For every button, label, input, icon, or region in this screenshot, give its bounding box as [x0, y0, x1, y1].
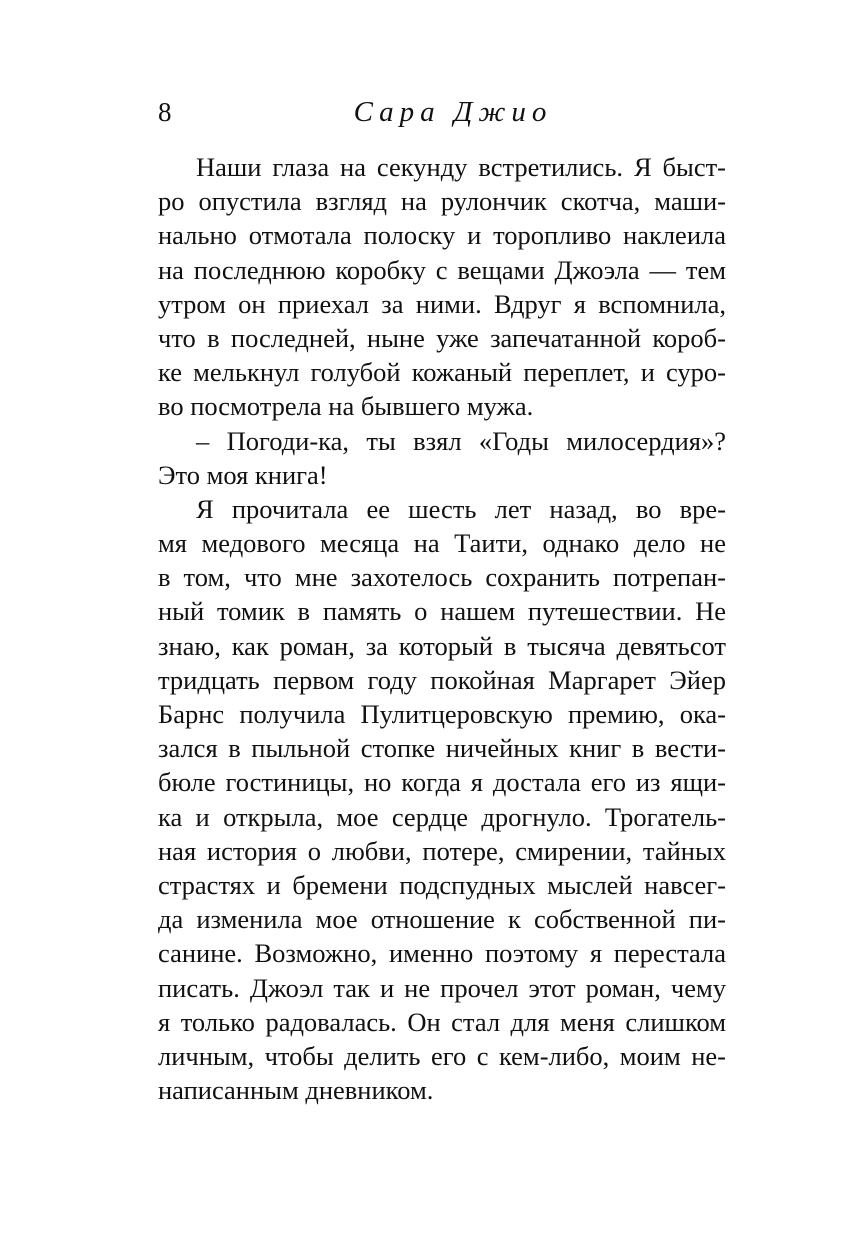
text-line: Я прочитала ее шесть лет назад, во вре-	[196, 493, 726, 524]
text-line: написанным дневником.	[158, 1075, 434, 1106]
text-line: утром он приехал за ними. Вдруг я вспомнила,	[158, 288, 726, 319]
text-line: ро опустила взгляд на рулончик скотча, маши-	[158, 186, 726, 217]
body-text	[158, 150, 726, 1107]
text-line: Наши глаза на секунду встретились. Я быст-	[196, 152, 726, 182]
text-line: страстях и бремени подспудных мыслей навсег-	[158, 869, 726, 900]
text-line: писать. Джоэл так и не прочел этот роман, чему	[158, 972, 726, 1003]
text-line: ке мелькнул голубой кожаный переплет, и суро-	[158, 357, 726, 388]
text-line: Барнс получила Пулитцеровскую премию, ока-	[158, 699, 726, 729]
text-line: я только радовалась. Он стал для меня слишком	[158, 1006, 726, 1037]
text-line: – Погоди-ка, ты взял «Годы милосердия»?	[196, 425, 726, 456]
text-line: знаю, как роман, за который в тысяча девятьсот	[158, 630, 726, 661]
text-line: санине. Возможно, именно поэтому я перестала	[158, 938, 726, 969]
text-line: ная история о любви, потере, смирении, тайных	[158, 835, 726, 866]
text-line: мя медового месяца на Таити, однако дело не	[158, 528, 726, 559]
text-line: что в последней, ныне уже запечатанной короб-	[158, 322, 726, 353]
text-line: личным, чтобы делить его с кем-либо, моим не-	[158, 1040, 726, 1071]
text-line: нально отмотала полоску и торопливо наклеила	[158, 220, 726, 251]
text-line: да изменила мое отношение к собственной пи-	[158, 904, 726, 935]
text-line: во посмотрела на бывшего мужа.	[158, 391, 534, 422]
page-number: 8	[158, 97, 172, 127]
text-line: в том, что мне захотелось сохранить потрепан-	[158, 562, 726, 593]
text-line: ный томик в память о нашем путешествии. Не	[158, 596, 726, 627]
text-line: ка и открыла, мое сердце дрогнуло. Трогатель-	[158, 801, 726, 832]
text-line: на последнюю коробку с вещами Джоэла — тем	[158, 254, 726, 285]
text-line: Это моя книга!	[158, 459, 328, 490]
text-line: бюле гостиницы, но когда я достала его из ящи-	[158, 767, 726, 798]
running-title-author: Сара Джио	[353, 96, 553, 128]
text-line: зался в пыльной стопке ничейных книг в вести-	[158, 733, 726, 764]
running-header	[158, 92, 728, 132]
text-line: тридцать первом году покойная Маргарет Эйер	[158, 664, 726, 695]
